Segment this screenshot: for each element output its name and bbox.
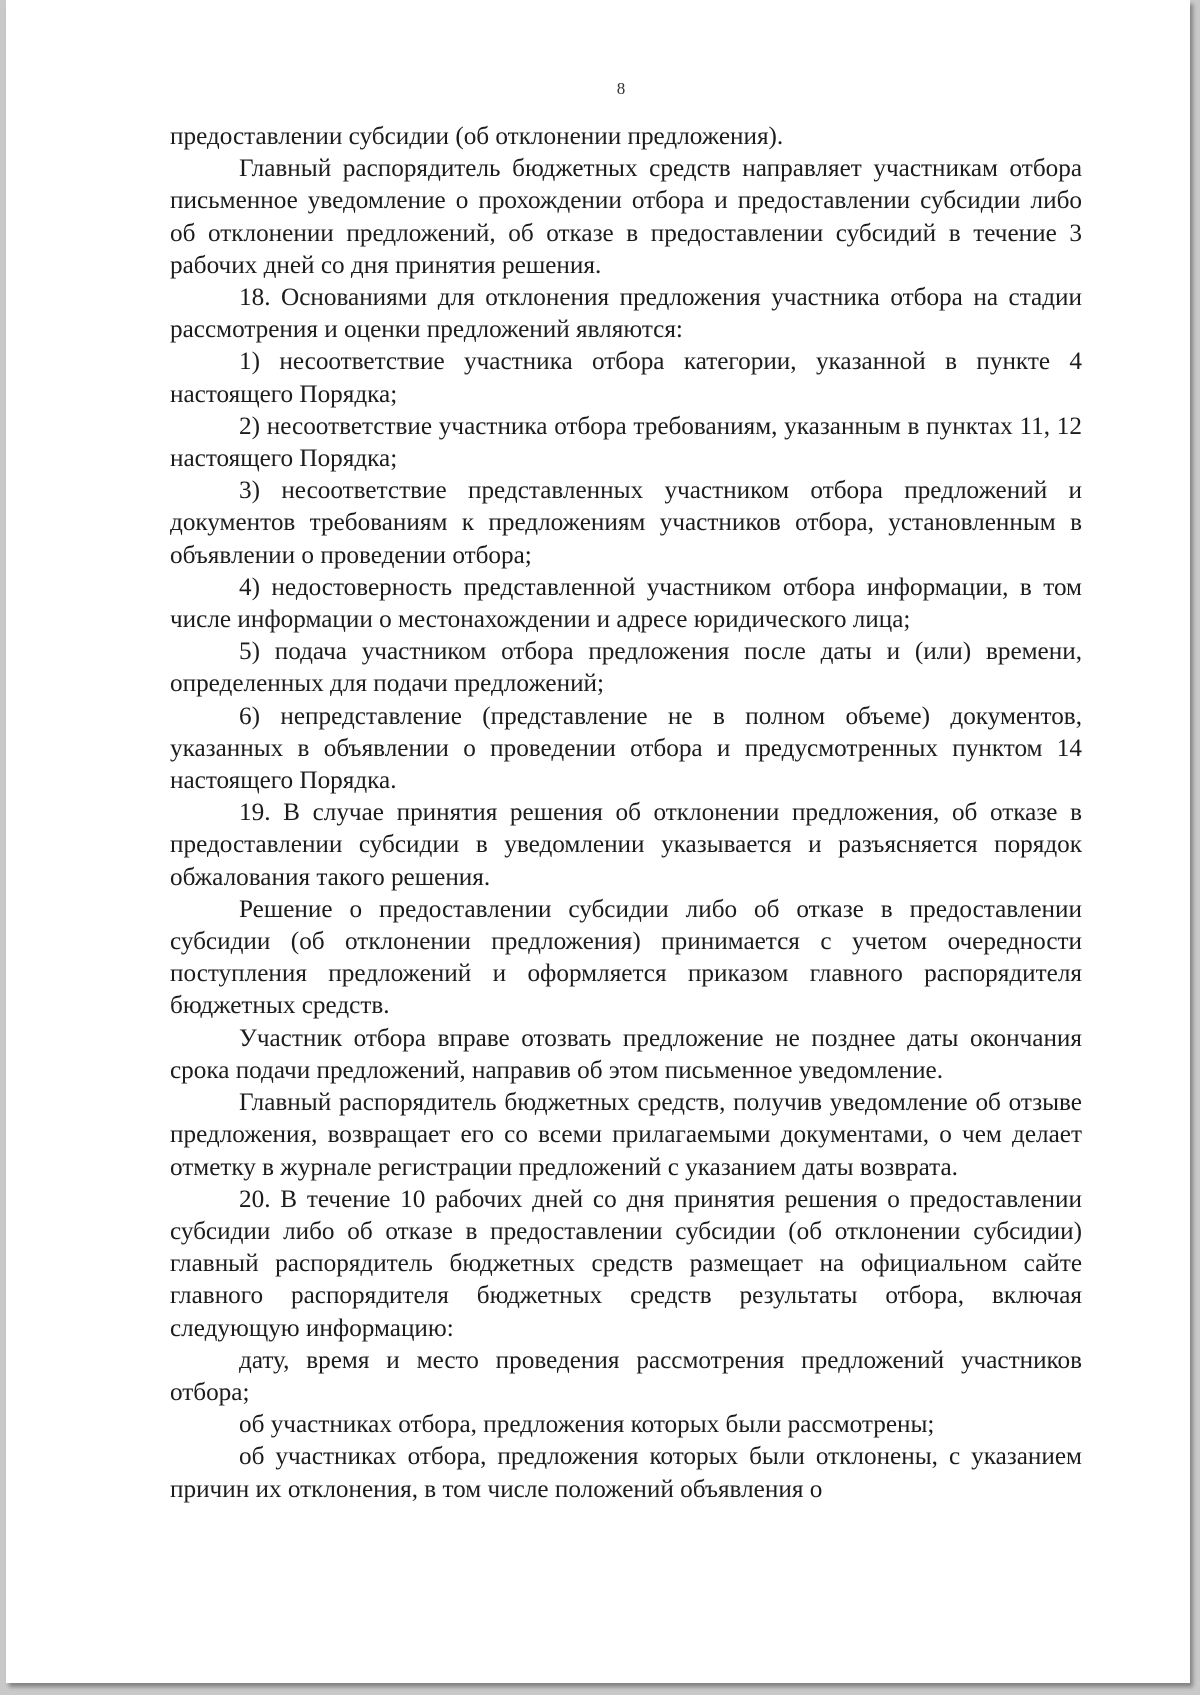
document-page <box>6 0 1190 1683</box>
list-item: 1) несоответствие участника отбора категории, указанной в пункте 4 настоящего Порядка; <box>170 348 1082 408</box>
paragraph: Главный распорядитель бюджетных средств, получив уведомление об отзыве предложения, возвращает его со всеми прилагаемыми документами, о чем делает отметку в журнале регистрации предложений с указанием даты возврата. <box>170 1089 1082 1181</box>
document-body <box>170 121 1082 1506</box>
paragraph: Решение о предоставлении субсидии либо об отказе в предоставлении субсидии (об отклонении предложения) принимается с учетом очередности поступления предложений и оформляется приказом главного распорядителя бюджетных средств. <box>170 895 1082 1020</box>
paragraph: Главный распорядитель бюджетных средств направляет участникам отбора письменное уведомление о прохождении отбора и предоставлении субсидии либо об отклонении предложений, об отказе в предоставлении субсидий в течение 3 рабочих дней со дня принятия решения. <box>170 155 1082 279</box>
list-item: 3) несоответствие представленных участником отбора предложений и документов требованиям к предложениям участников отбора, установленным в объявлении о проведении отбора; <box>170 477 1082 569</box>
page-number: 8 <box>616 79 626 98</box>
paragraph: Участник отбора вправе отозвать предложение не позднее даты окончания срока подачи предложений, направив об этом письменное уведомление. <box>170 1024 1082 1084</box>
list-item: дату, время и место проведения рассмотрения предложений участников отбора; <box>170 1346 1082 1406</box>
list-item: об участниках отбора, предложения которых были рассмотрены; <box>239 1411 935 1439</box>
paragraph: предоставлении субсидии (об отклонении предложения). <box>170 123 784 150</box>
list-item: 2) несоответствие участника отбора требованиям, указанным в пунктах 11, 12 настоящего Порядка; <box>170 412 1082 473</box>
paragraph-clause-19: 19. В случае принятия решения об отклонении предложения, об отказе в предоставлении субсидии в уведомлении указывается и разъясняется порядок обжалования такого решения. <box>170 799 1082 891</box>
paragraph-clause-18: 18. Основаниями для отклонения предложения участника отбора на стадии рассмотрения и оценки предложений являются: <box>170 284 1082 344</box>
list-item: 6) непредставление (представление не в полном объеме) документов, указанных в объявлении о проведении отбора и предусмотренных пунктом 14 настоящего Порядка. <box>170 702 1082 795</box>
paragraph-clause-20: 20. В течение 10 рабочих дней со дня принятия решения о предоставлении субсидии либо об отказе в предоставлении субсидии (об отклонении субсидии) главный распорядитель бюджетных средств размещает на официальном сайте главного распорядителя бюджетных средств результаты отбора, включая следующую информацию: <box>170 1185 1082 1342</box>
list-item: 4) недостоверность представленной участником отбора информации, в том числе информации о местонахождении и адресе юридического лица; <box>170 573 1082 634</box>
list-item: об участниках отбора, предложения которых были отклонены, с указанием причин их отклонения, в том числе положений объявления о <box>170 1443 1082 1503</box>
list-item: 5) подача участником отбора предложения после даты и (или) времени, определенных для подачи предложений; <box>170 638 1082 698</box>
